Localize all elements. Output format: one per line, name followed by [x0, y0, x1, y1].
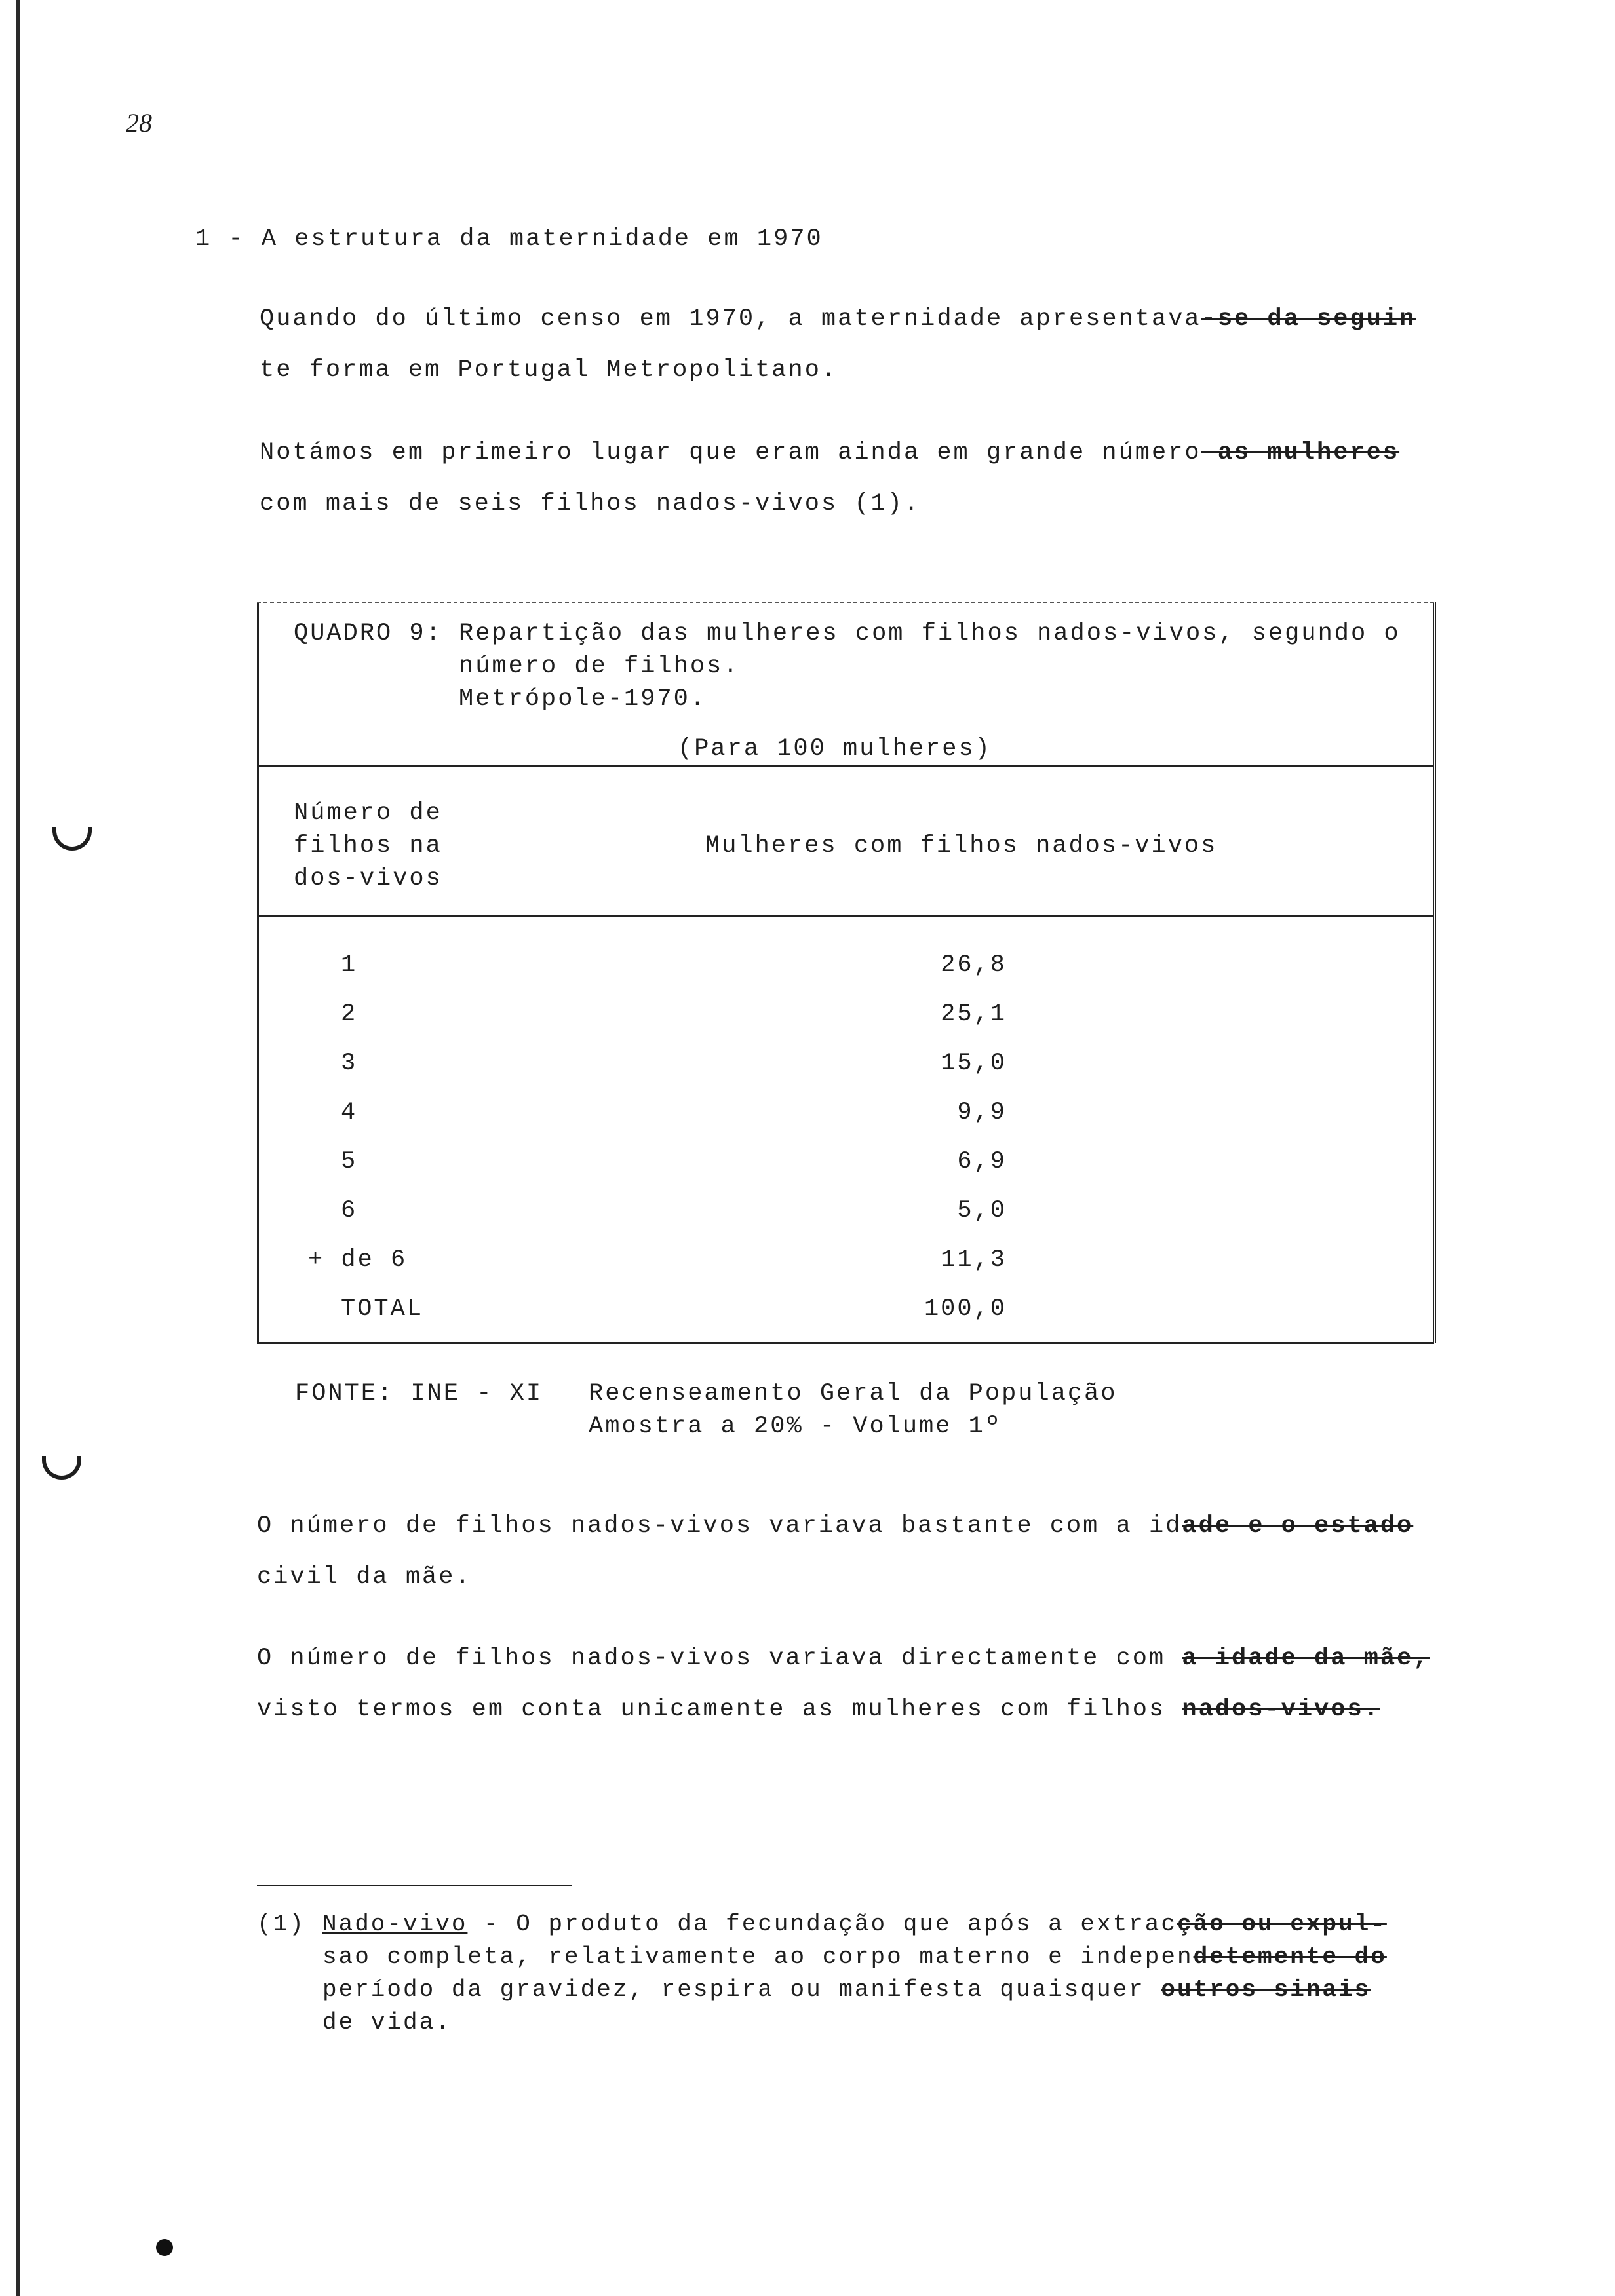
- row-value: 25,1: [941, 1001, 1007, 1028]
- footnote-line-3: [322, 1974, 1371, 2006]
- table-title-line-3: Metrópole-1970.: [459, 685, 707, 713]
- row-label: 6: [341, 1197, 358, 1225]
- row-value: 5,0: [957, 1197, 1007, 1225]
- paragraph-text: O número de filhos nados-vivos variava bastante com a id: [257, 1512, 1182, 1540]
- table-divider: [257, 765, 1434, 767]
- row-value: 15,0: [941, 1050, 1007, 1077]
- binding-edge-line: [16, 0, 20, 2296]
- struck-text: ção ou expul-: [1177, 1911, 1387, 1938]
- struck-text: -se da seguin: [1201, 305, 1416, 333]
- col2-header: Mulheres com filhos nados-vivos: [705, 832, 1218, 860]
- table-title-line-1: Repartição das mulheres com filhos nados-vivos, segundo o: [459, 620, 1401, 647]
- row-label: TOTAL: [341, 1295, 424, 1323]
- paragraph-4-line-2: [257, 1687, 1380, 1732]
- footnote-line-4: de vida.: [322, 2009, 452, 2036]
- table-bottom-border: [257, 1342, 1434, 1344]
- row-label: 3: [341, 1050, 358, 1077]
- source-label: FONTE: INE - XI: [295, 1380, 543, 1407]
- row-value: 26,8: [941, 951, 1007, 979]
- footnote-text: período da gravidez, respira ou manifesta quaisquer: [322, 1976, 1161, 2003]
- paragraph-text: O número de filhos nados-vivos variava directamente com: [257, 1645, 1182, 1672]
- row-value: 6,9: [957, 1148, 1007, 1176]
- paragraph-2-line-2: com mais de seis filhos nados-vivos (1).: [260, 490, 921, 518]
- footnote-text: sao completa, relativamente ao corpo materno e indepen: [322, 1943, 1194, 1970]
- struck-text: detemente do: [1193, 1943, 1387, 1970]
- table-top-border: [257, 602, 1434, 603]
- row-label: 2: [341, 1001, 358, 1028]
- paragraph-1-line-1: [260, 296, 1416, 342]
- paragraph-2-line-1: [260, 430, 1399, 476]
- footnote-term: Nado-vivo: [322, 1911, 468, 1938]
- row-label: 1: [341, 951, 358, 979]
- struck-text: as mulheres: [1201, 439, 1400, 467]
- paragraph-text: Notámos em primeiro lugar que eram ainda em grande número: [260, 439, 1201, 467]
- struck-text: a idade da mãe,: [1182, 1645, 1430, 1672]
- row-label: 4: [341, 1099, 358, 1126]
- row-value: 11,3: [941, 1246, 1007, 1274]
- row-value: 9,9: [957, 1099, 1007, 1126]
- paragraph-1-line-2: te forma em Portugal Metropolitano.: [260, 356, 838, 384]
- footnote-text: - O produto da fecundação que após a extrac: [467, 1911, 1177, 1938]
- footnote-line-2: [322, 1941, 1387, 1974]
- row-label: + de 6: [308, 1246, 408, 1274]
- footnote-marker: (1): [257, 1911, 305, 1938]
- row-label: 5: [341, 1148, 358, 1176]
- struck-text: nados-vivos.: [1182, 1696, 1380, 1723]
- section-heading: 1 - A estrutura da maternidade em 1970: [195, 225, 823, 253]
- paragraph-3-line-2: civil da mãe.: [257, 1563, 472, 1591]
- page-number: 28: [126, 108, 152, 138]
- source-line-2: Amostra a 20% - Volume 1º: [589, 1413, 1002, 1440]
- col1-header-line-3: dos-vivos: [294, 865, 442, 892]
- footnote-rule: [257, 1885, 572, 1886]
- data-table: [257, 602, 1436, 1343]
- struck-text: ade e o estado: [1182, 1512, 1414, 1540]
- punch-hole-mark: [42, 1456, 81, 1480]
- paragraph-text: Quando do último censo em 1970, a maternidade apresentava: [260, 305, 1201, 333]
- col1-header-line-2: filhos na: [294, 832, 442, 860]
- footnote-line-1: [322, 1908, 1387, 1941]
- col1-header-line-1: Número de: [294, 799, 442, 827]
- table-title-line-2: número de filhos.: [459, 653, 740, 680]
- paragraph-4-line-1: [257, 1636, 1430, 1681]
- row-value: 100,0: [924, 1295, 1007, 1323]
- struck-text: outros sinais: [1161, 1976, 1371, 2003]
- paragraph-text: visto termos em conta unicamente as mulheres com filhos: [257, 1696, 1182, 1723]
- table-unit: (Para 100 mulheres): [678, 735, 992, 763]
- source-line-1: Recenseamento Geral da População: [589, 1380, 1118, 1407]
- table-label: QUADRO 9:: [294, 620, 442, 647]
- table-divider: [257, 915, 1434, 917]
- ink-dot: [156, 2239, 173, 2256]
- paragraph-3-line-1: [257, 1503, 1413, 1549]
- punch-hole-mark: [52, 827, 92, 851]
